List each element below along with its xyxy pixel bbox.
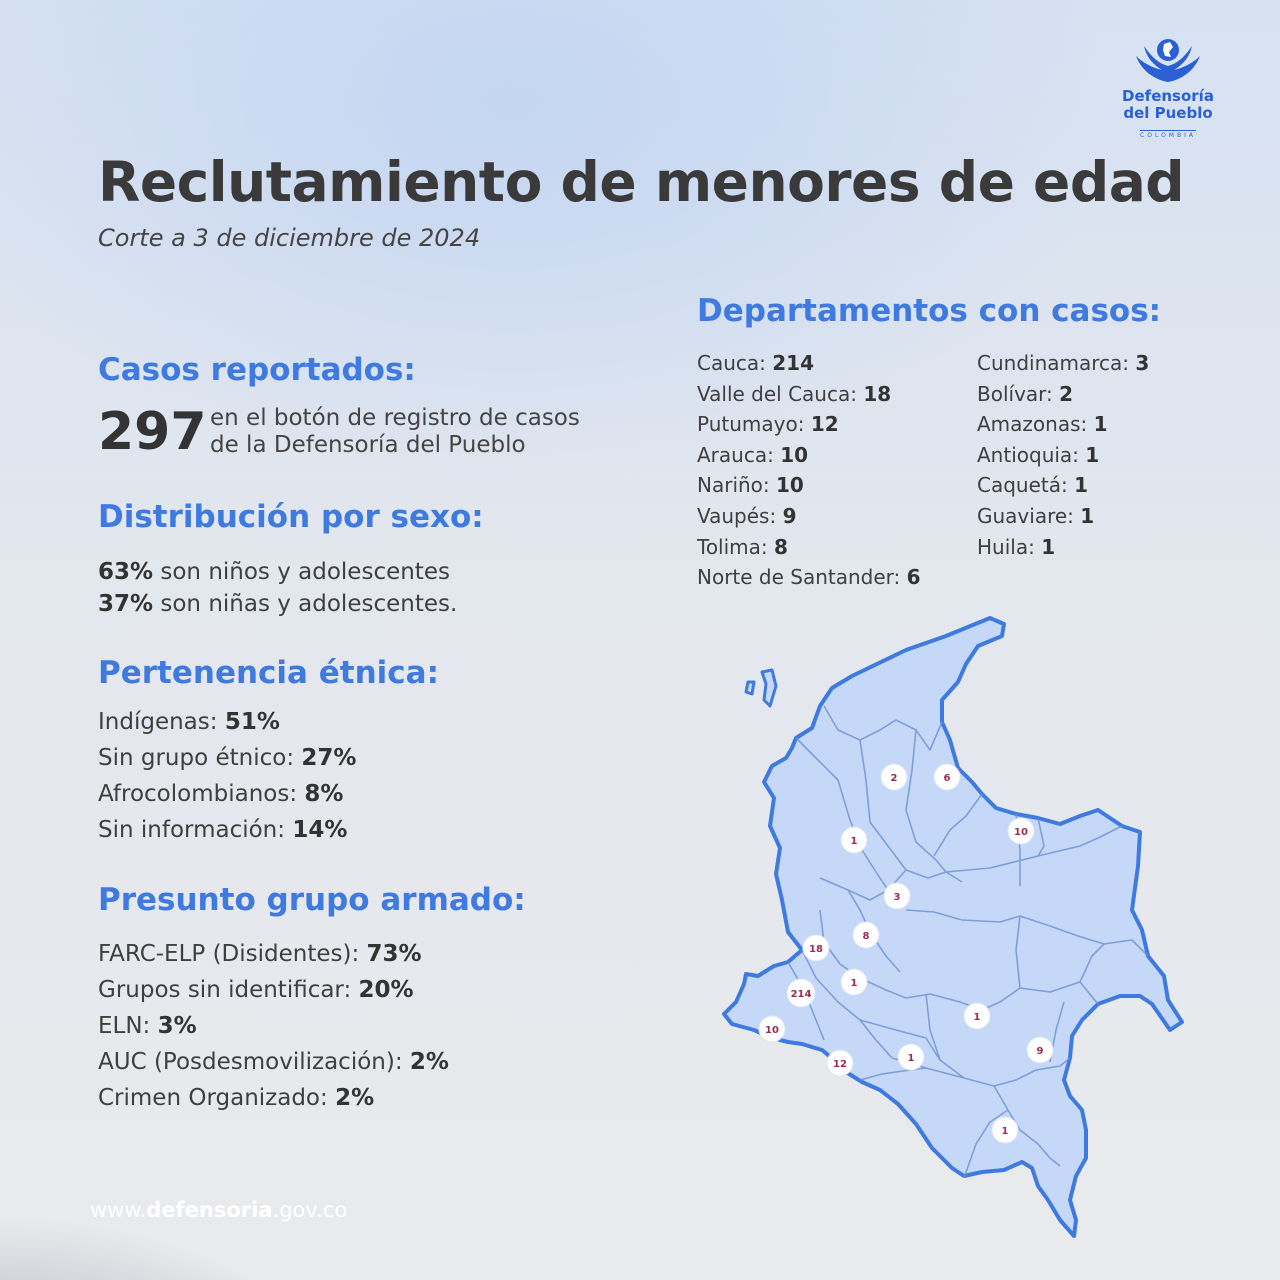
map-marker-label: 1 bbox=[907, 1053, 915, 1064]
departamento-item bbox=[977, 348, 1149, 379]
etnica-label: Sin grupo étnico: bbox=[98, 745, 302, 771]
departamento-value: 1 bbox=[1085, 442, 1100, 467]
sexo-value: 63% bbox=[98, 559, 154, 585]
logo-line2: del Pueblo bbox=[1123, 104, 1213, 122]
casos-desc-line2: de la Defensoría del Pueblo bbox=[210, 432, 526, 458]
map-marker bbox=[787, 979, 815, 1007]
etnica-item bbox=[98, 776, 356, 812]
map-marker-label: 3 bbox=[893, 892, 901, 903]
map-marker bbox=[803, 935, 829, 961]
map-marker-label: 9 bbox=[1036, 1046, 1044, 1057]
map-marker bbox=[964, 1003, 990, 1029]
departamento-value: 1 bbox=[1074, 473, 1089, 498]
departamento-label: Guaviare: bbox=[977, 503, 1081, 528]
departamento-item bbox=[697, 470, 921, 501]
departamento-item bbox=[977, 470, 1149, 501]
casos-desc-line1: en el botón de registro de casos bbox=[210, 405, 580, 431]
etnica-heading: Pertenencia étnica: bbox=[98, 655, 439, 691]
departamento-label: Cauca: bbox=[697, 351, 773, 375]
etnica-value: 8% bbox=[304, 781, 344, 807]
sexo-item bbox=[98, 588, 457, 620]
grupo-item bbox=[98, 972, 449, 1008]
colombia-map bbox=[720, 610, 1190, 1240]
casos-heading: Casos reportados: bbox=[98, 352, 416, 388]
departamento-item bbox=[697, 379, 921, 410]
etnica-value: 27% bbox=[301, 745, 357, 771]
grupo-value: 3% bbox=[157, 1013, 197, 1039]
footer-suffix: .gov.co bbox=[272, 1198, 348, 1222]
footer-prefix: www. bbox=[90, 1198, 147, 1222]
casos-description bbox=[210, 405, 580, 459]
departamento-value: 12 bbox=[810, 412, 839, 437]
defensoria-logo bbox=[1108, 36, 1228, 141]
sexo-list bbox=[98, 556, 457, 620]
etnica-value: 14% bbox=[292, 817, 348, 843]
departamento-item bbox=[977, 409, 1149, 440]
departamento-label: Nariño: bbox=[697, 473, 777, 498]
map-marker-label: 8 bbox=[862, 931, 870, 942]
sexo-value: 37% bbox=[98, 591, 154, 617]
departamento-item bbox=[697, 501, 921, 532]
grupo-value: 73% bbox=[366, 941, 422, 967]
map-marker bbox=[898, 1044, 924, 1070]
grupo-item bbox=[98, 936, 449, 972]
grupo-label: AUC (Posdesmovilización): bbox=[98, 1049, 410, 1075]
etnica-value: 51% bbox=[224, 709, 280, 735]
map-marker-label: 10 bbox=[765, 1025, 779, 1036]
map-marker bbox=[884, 883, 910, 909]
map-marker bbox=[841, 969, 867, 995]
departamento-item bbox=[697, 562, 921, 593]
departamento-label: Norte de Santander: bbox=[697, 565, 907, 590]
page-title: Reclutamiento de menores de edad bbox=[98, 150, 1185, 214]
logo-line1: Defensoría bbox=[1122, 87, 1214, 105]
map-marker-label: 2 bbox=[890, 773, 898, 784]
departamentos-heading: Departamentos con casos: bbox=[697, 293, 1162, 329]
grupo-item bbox=[98, 1080, 449, 1116]
departamento-label: Arauca: bbox=[697, 442, 781, 467]
departamento-item bbox=[977, 532, 1149, 563]
casos-total: 297 bbox=[98, 402, 207, 462]
departamento-item bbox=[977, 440, 1149, 471]
etnica-list bbox=[98, 704, 356, 848]
departamento-label: Bolívar: bbox=[977, 381, 1060, 406]
departamento-value: 1 bbox=[1080, 503, 1095, 528]
departamento-label: Putumayo: bbox=[697, 412, 811, 437]
map-marker bbox=[759, 1016, 785, 1042]
grupo-value: 2% bbox=[335, 1085, 375, 1111]
map-marker bbox=[1027, 1037, 1053, 1063]
departamento-item bbox=[697, 532, 921, 563]
departamento-value: 10 bbox=[780, 442, 809, 467]
map-marker-label: 12 bbox=[833, 1059, 847, 1070]
departamentos-col2 bbox=[977, 348, 1149, 562]
map-marker bbox=[881, 764, 907, 790]
footer-brand: defensoria bbox=[146, 1198, 273, 1222]
map-marker bbox=[827, 1050, 853, 1076]
etnica-item bbox=[98, 704, 356, 740]
departamento-item bbox=[697, 440, 921, 471]
grupo-value: 20% bbox=[358, 977, 414, 1003]
san-andres-island bbox=[746, 670, 776, 706]
etnica-label: Indígenas: bbox=[98, 709, 225, 735]
departamento-value: 3 bbox=[1135, 351, 1150, 375]
map-marker-label: 1 bbox=[1001, 1126, 1009, 1137]
sexo-label: son niñas y adolescentes. bbox=[153, 591, 458, 617]
departamento-value: 2 bbox=[1059, 381, 1074, 406]
departamento-label: Tolima: bbox=[697, 534, 775, 559]
departamentos-col1 bbox=[697, 348, 921, 593]
grupo-list bbox=[98, 936, 449, 1116]
map-marker bbox=[992, 1117, 1018, 1143]
map-marker-label: 6 bbox=[943, 773, 951, 784]
departamento-value: 1 bbox=[1093, 412, 1108, 437]
departamento-value: 8 bbox=[774, 534, 788, 559]
departamento-label: Vaupés: bbox=[697, 503, 783, 528]
departamento-value: 214 bbox=[772, 351, 814, 375]
map-marker-label: 1 bbox=[850, 978, 858, 989]
grupo-heading: Presunto grupo armado: bbox=[98, 882, 526, 918]
colombia-outline bbox=[724, 618, 1182, 1236]
departamento-label: Amazonas: bbox=[977, 412, 1094, 437]
map-marker-label: 10 bbox=[1014, 827, 1028, 838]
map-marker bbox=[934, 764, 960, 790]
dove-hands-icon bbox=[1128, 36, 1208, 88]
grupo-label: ELN: bbox=[98, 1013, 158, 1039]
departamento-label: Antioquia: bbox=[977, 442, 1086, 467]
map-marker-label: 1 bbox=[850, 836, 858, 847]
sexo-label: son niños y adolescentes bbox=[153, 559, 450, 585]
departamento-label: Cundinamarca: bbox=[977, 351, 1136, 375]
map-marker bbox=[1008, 818, 1034, 844]
page-subtitle: Corte a 3 de diciembre de 2024 bbox=[98, 224, 481, 252]
map-marker-label: 18 bbox=[809, 944, 823, 955]
grupo-item bbox=[98, 1008, 449, 1044]
departamento-value: 1 bbox=[1041, 534, 1056, 559]
sexo-heading: Distribución por sexo: bbox=[98, 499, 484, 535]
departamento-label: Caquetá: bbox=[977, 473, 1075, 498]
map-marker-label: 214 bbox=[790, 989, 812, 1000]
etnica-label: Afrocolombianos: bbox=[98, 781, 305, 807]
map-marker-label: 1 bbox=[973, 1012, 981, 1023]
sexo-item bbox=[98, 556, 457, 588]
departamento-value: 6 bbox=[906, 565, 921, 590]
map-marker bbox=[841, 827, 867, 853]
departamento-label: Huila: bbox=[977, 534, 1042, 559]
map-marker bbox=[853, 922, 879, 948]
grupo-value: 2% bbox=[409, 1049, 449, 1075]
departamento-item bbox=[977, 379, 1149, 410]
departamento-value: 18 bbox=[863, 381, 892, 406]
etnica-label: Sin información: bbox=[98, 817, 293, 843]
grupo-item bbox=[98, 1044, 449, 1080]
departamento-item bbox=[697, 409, 921, 440]
departamento-value: 9 bbox=[782, 503, 797, 528]
grupo-label: Crimen Organizado: bbox=[98, 1085, 336, 1111]
departamento-label: Valle del Cauca: bbox=[697, 381, 864, 406]
logo-line3: COLOMBIA bbox=[1140, 132, 1196, 139]
departamento-value: 10 bbox=[776, 473, 804, 498]
grupo-label: Grupos sin identificar: bbox=[98, 977, 359, 1003]
grupo-label: FARC-ELP (Disidentes): bbox=[98, 941, 367, 967]
etnica-item bbox=[98, 812, 356, 848]
departamento-item bbox=[977, 501, 1149, 532]
etnica-item bbox=[98, 740, 356, 776]
departamento-item bbox=[697, 348, 921, 379]
footer-url[interactable] bbox=[90, 1198, 347, 1222]
